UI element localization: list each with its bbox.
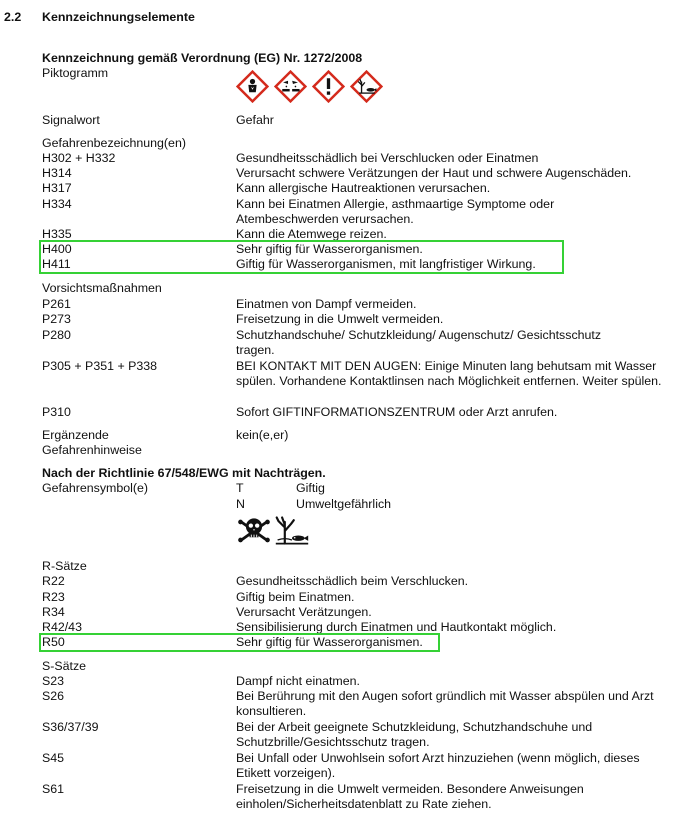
precaution-code: P273: [42, 312, 71, 326]
precaution-code: P305 + P351 + P338: [42, 359, 158, 373]
hazard-symbols-label: Gefahrensymbol(e): [42, 481, 149, 495]
r-text: Sehr giftig für Wasserorganismen.: [236, 635, 423, 649]
precaution-text: Einatmen von Dampf vermeiden.: [236, 297, 417, 311]
s-code: S23: [42, 674, 65, 688]
hazard-code: H317: [42, 181, 72, 195]
s-code: S26: [42, 689, 65, 703]
signal-word-value: Gefahr: [236, 113, 274, 127]
precaution-text: BEI KONTAKT MIT DEN AUGEN: Einige Minuten lang behutsam mit Wasser spülen. Vorhandene Kontaktlinsen nach Möglichkeit entfernen. Weiter spülen.: [236, 359, 662, 388]
precaution-code: P310: [42, 405, 71, 419]
supplemental-value: kein(e,er): [236, 428, 289, 442]
s-code: S61: [42, 782, 65, 796]
hazard-text: Kann allergische Hautreaktionen verursachen.: [236, 181, 491, 195]
corrosion-icon: [274, 70, 307, 103]
hazard-code: H411: [42, 257, 71, 271]
precaution-text: Freisetzung in die Umwelt vermeiden.: [236, 312, 444, 326]
precaution-code: P261: [42, 297, 71, 311]
symbol-letter: N: [236, 497, 245, 511]
symbol-letter: T: [236, 481, 244, 495]
hazard-text: Giftig für Wasserorganismen, mit langfristiger Wirkung.: [236, 257, 536, 271]
hazard-text: Verursacht schwere Verätzungen der Haut und schwere Augenschäden.: [236, 166, 632, 180]
skull-crossbones-icon: [236, 513, 272, 549]
r-text: Giftig beim Einatmen.: [236, 590, 355, 604]
signal-word-label: Signalwort: [42, 113, 100, 127]
hazard-text: Kann die Atemwege reizen.: [236, 227, 387, 241]
s-text: Bei der Arbeit geeignete Schutzkleidung, Schutzhandschuhe und Schutzbrille/Gesichtsschutz tragen.: [236, 720, 593, 749]
symbol-name: Giftig: [296, 481, 325, 495]
s-code: S36/37/39: [42, 720, 99, 734]
precaution-text: Schutzhandschuhe/ Schutzkleidung/ Augenschutz/ Gesichtsschutz tragen.: [236, 328, 602, 357]
s-text: Bei Unfall oder Unwohlsein sofort Arzt hinzuziehen (wenn möglich, dieses Etikett vorzeigen).: [236, 751, 640, 780]
s-text: Freisetzung in die Umwelt vermeiden. Besondere Anweisungen einholen/Sicherheitsdatenblatt zu Rate ziehen.: [236, 782, 584, 811]
r-code: R22: [42, 574, 65, 588]
hazard-text: Kann bei Einatmen Allergie, asthmaartige Symptome oder Atembeschwerden verursachen.: [236, 197, 555, 226]
supplemental-label: Ergänzende Gefahrenhinweise: [42, 428, 142, 457]
clp-heading: Kennzeichnung gemäß Verordnung (EG) Nr. 1272/2008: [42, 51, 363, 65]
s-text: Dampf nicht einatmen.: [236, 674, 360, 688]
section-title: Kennzeichnungselemente: [42, 10, 195, 24]
r-phrases-label: R-Sätze: [42, 559, 87, 573]
hazard-code: H335: [42, 227, 72, 241]
environment-icon: [350, 70, 383, 103]
hazard-text: Gesundheitsschädlich bei Verschlucken oder Einatmen: [236, 151, 539, 165]
hazard-code: H302 + H332: [42, 151, 116, 165]
s-text: Bei Berührung mit den Augen sofort gründlich mit Wasser abspülen und Arzt konsultieren.: [236, 689, 654, 718]
health-hazard-icon: [236, 70, 269, 103]
precautionary-label: Vorsichtsmaßnahmen: [42, 281, 162, 295]
r-text: Verursacht Verätzungen.: [236, 605, 372, 619]
r-code: R23: [42, 590, 65, 604]
r-code: R42/43: [42, 620, 82, 634]
precaution-code: P280: [42, 328, 71, 342]
s-code: S45: [42, 751, 65, 765]
section-number: 2.2: [4, 10, 22, 24]
dead-tree-fish-icon: [274, 513, 310, 549]
symbol-name: Umweltgefährlich: [296, 497, 392, 511]
hazard-statements-label: Gefahrenbezeichnung(en): [42, 136, 186, 150]
hazard-code: H334: [42, 197, 72, 211]
r-code: R50: [42, 635, 65, 649]
hazard-text: Sehr giftig für Wasserorganismen.: [236, 242, 423, 256]
exclamation-mark-icon: [312, 70, 345, 103]
hazard-code: H314: [42, 166, 72, 180]
r-text: Sensibilisierung durch Einatmen und Hautkontakt möglich.: [236, 620, 557, 634]
r-code: R34: [42, 605, 65, 619]
pictogram-label: Piktogramm: [42, 66, 109, 80]
precaution-text: Sofort GIFTINFORMATIONSZENTRUM oder Arzt anrufen.: [236, 405, 558, 419]
r-text: Gesundheitsschädlich beim Verschlucken.: [236, 574, 469, 588]
dsd-heading: Nach der Richtlinie 67/548/EWG mit Nachträgen.: [42, 466, 326, 480]
s-phrases-label: S-Sätze: [42, 659, 87, 673]
hazard-code: H400: [42, 242, 72, 256]
